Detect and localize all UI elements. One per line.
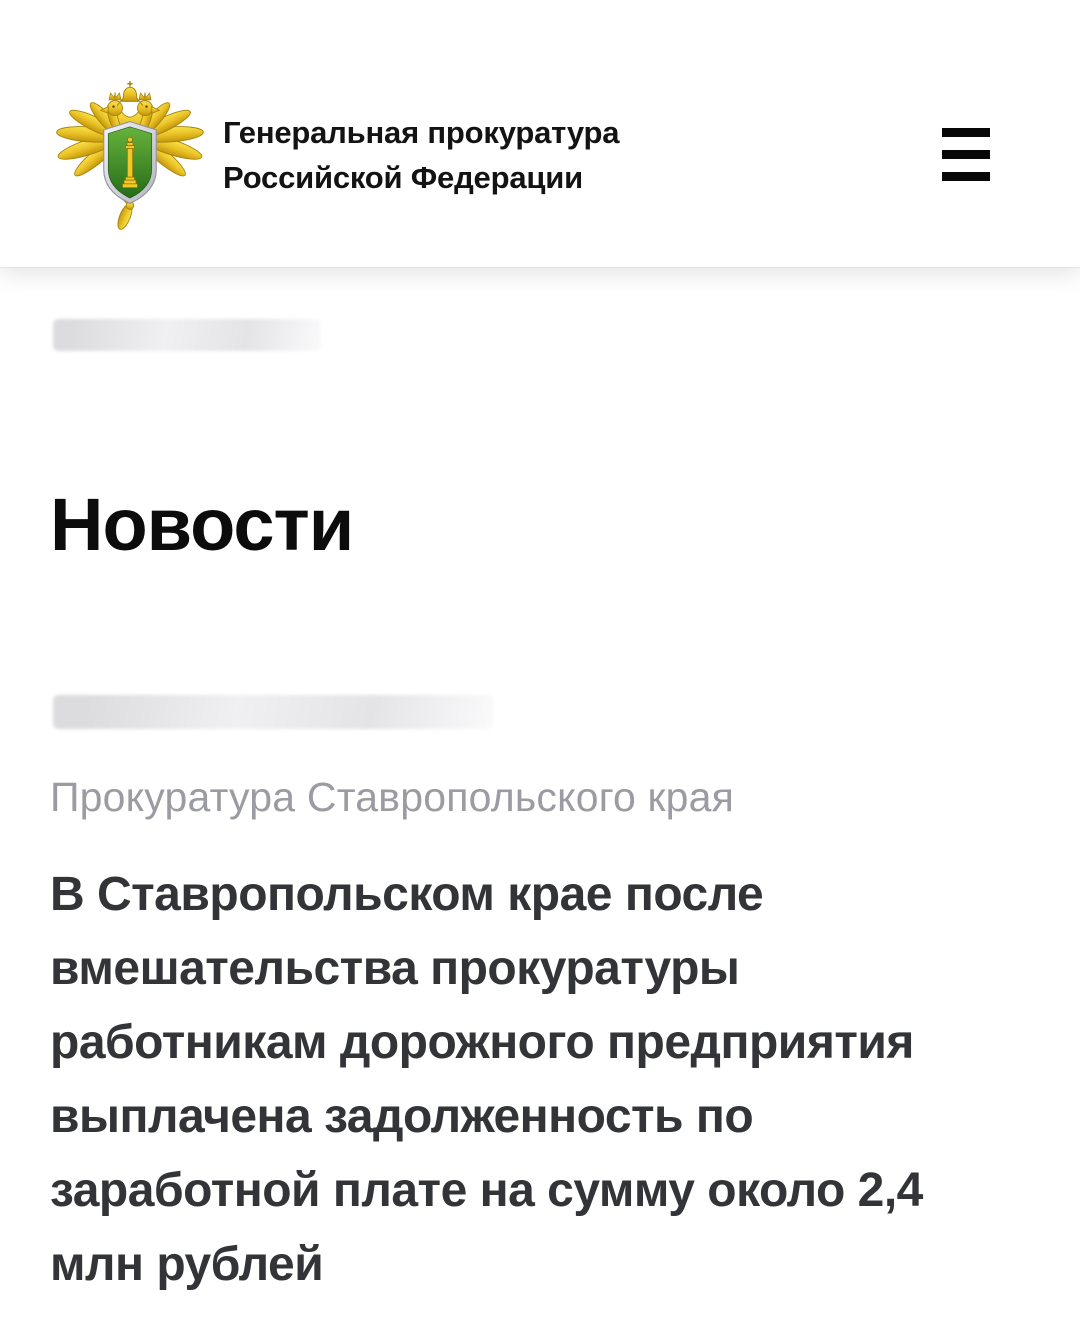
headline-line: В Ставропольском крае после [50, 868, 764, 921]
news-article [50, 773, 1030, 1302]
date-skeleton [53, 695, 493, 729]
headline-line: млн рублей [50, 1238, 324, 1291]
headline-line: работникам дорожного предприятия [50, 1016, 914, 1069]
main-content [0, 319, 1080, 1302]
headline-line: заработной плате на сумму около 2,4 [50, 1164, 923, 1217]
hamburger-menu-icon[interactable] [942, 128, 990, 181]
logo-link[interactable] [55, 78, 205, 232]
breadcrumb-skeleton [53, 319, 321, 351]
headline-line: выплачена задолженность по [50, 1090, 754, 1143]
org-title [223, 110, 619, 200]
news-headline [50, 858, 1030, 1302]
prosecutor-emblem-icon [55, 78, 205, 232]
hamburger-bar [942, 128, 990, 137]
site-header [0, 0, 1080, 267]
news-source: Прокуратура Ставропольского края [50, 774, 735, 820]
org-title-line2: Российской Федерации [223, 160, 583, 195]
headline-line: вмешательства прокуратуры [50, 942, 740, 995]
hamburger-bar [942, 150, 990, 159]
hamburger-bar [942, 172, 990, 181]
page-title: Новости [50, 483, 354, 566]
header-inner [0, 0, 1080, 232]
org-title-line1: Генеральная прокуратура [223, 115, 620, 150]
